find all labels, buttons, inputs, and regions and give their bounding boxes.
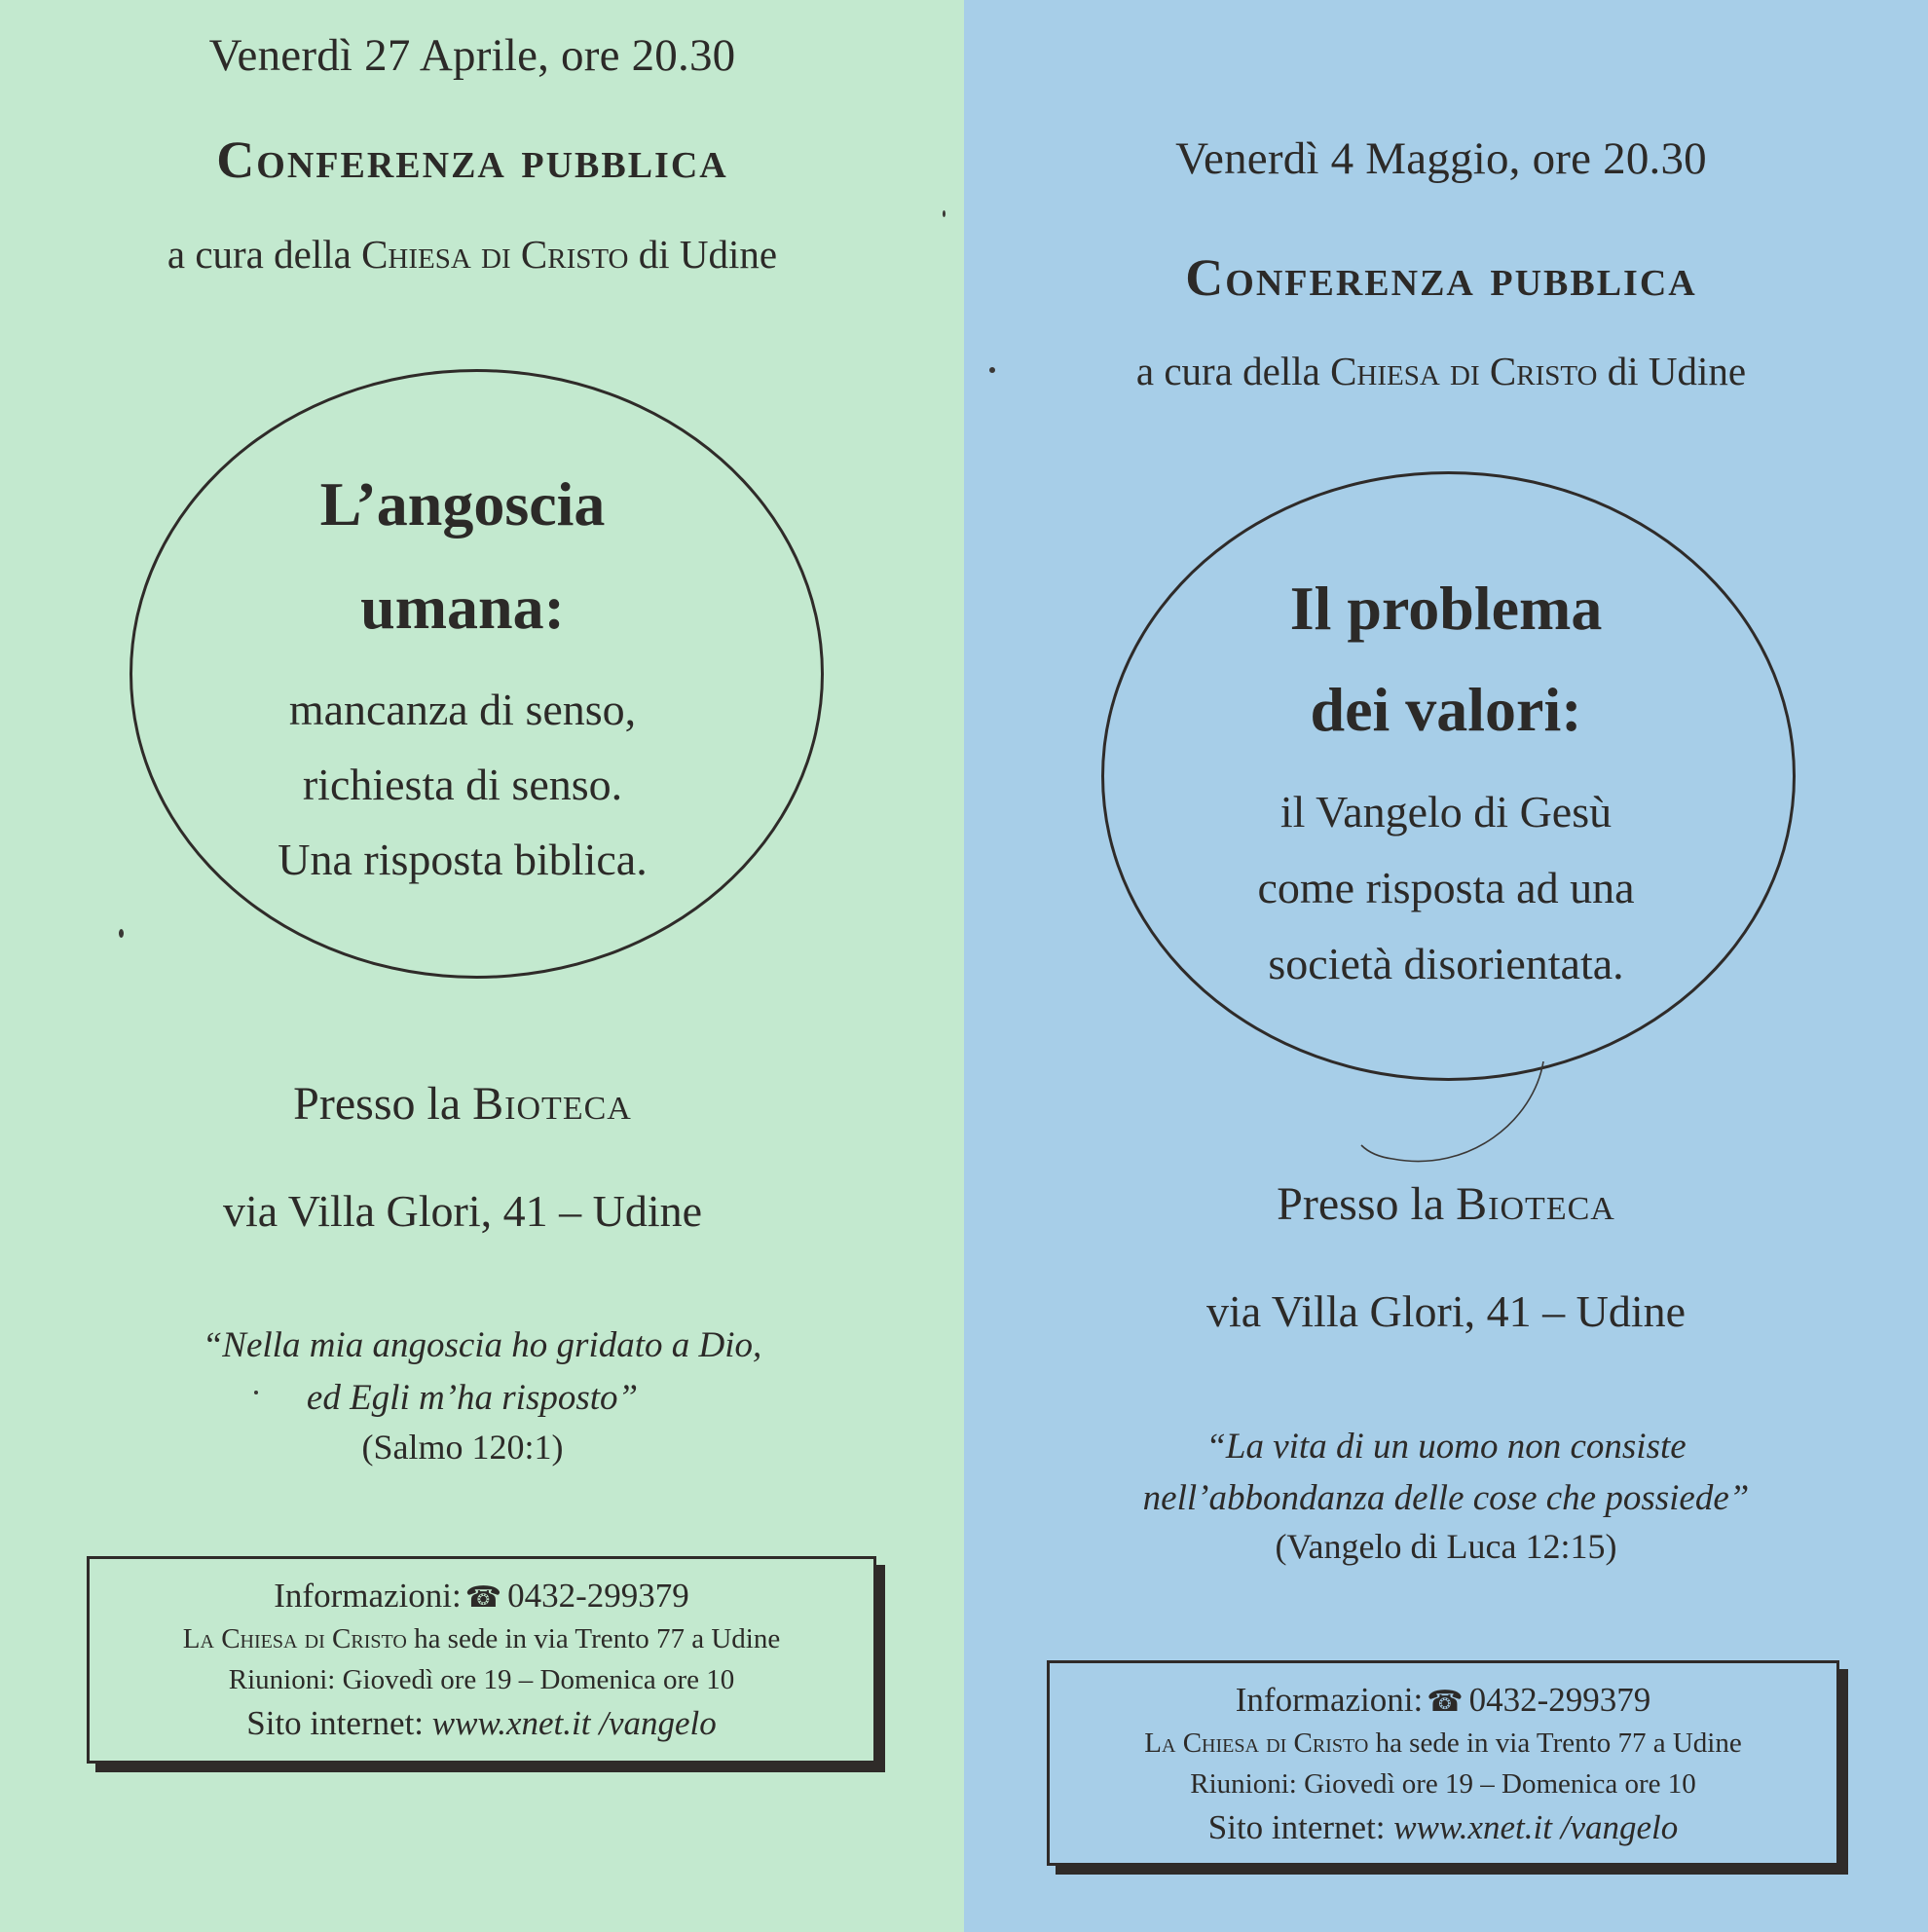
quote-line-1: “La vita di un uomo non consiste (1205, 1427, 1687, 1467)
info-seat-text: ha sede in via Trento 77 a Udine (1368, 1728, 1742, 1760)
topic-title-line-2: dei valori: (1310, 675, 1582, 744)
organizer-line (959, 348, 1923, 394)
info-site-label: Sito internet: (246, 1704, 432, 1743)
info-site-url: www.xnet.it /vangelo (1393, 1808, 1679, 1847)
topic-subtitle-line-3: Una risposta biblica. (278, 835, 648, 884)
topic-title-line-1: L’angoscia (319, 469, 606, 539)
topic-title-line-1: Il problema (1289, 574, 1603, 643)
quote-line-2: ed Egli m’ha risposto” (306, 1378, 639, 1418)
info-phone-line (1050, 1677, 1836, 1723)
topic-subtitle-line-3: società disorientata. (1268, 939, 1624, 988)
pen-scribble (1353, 1061, 1548, 1178)
info-site-line (1050, 1804, 1836, 1850)
phone-icon: ☎ (1427, 1686, 1464, 1718)
info-seat-text: ha sede in via Trento 77 a Udine (406, 1623, 781, 1655)
info-meetings: Riunioni: Giovedì ore 19 – Domenica ore 10 (1190, 1768, 1696, 1801)
info-phone: 0432-299379 (1468, 1681, 1651, 1719)
quote-reference: (Vangelo di Luca 12:15) (1275, 1527, 1617, 1566)
paper-speck (119, 929, 124, 938)
info-seat-church: La Chiesa di Cristo (1144, 1728, 1369, 1760)
venue-address: via Villa Glori, 41 – Udine (222, 1186, 703, 1236)
venue-line (964, 1177, 1928, 1231)
venue-prefix: Presso la (1277, 1178, 1457, 1230)
topic-subtitle-line-2: richiesta di senso. (302, 760, 623, 809)
topic-subtitle-line-2: come risposta ad una (1257, 863, 1635, 912)
organizer-line (0, 231, 954, 278)
quote-line-1: “Nella mia angoscia ho gridato a Dio, (202, 1325, 762, 1365)
topic-title-line-2: umana: (360, 573, 565, 642)
info-label: Informazioni: (274, 1577, 462, 1615)
info-seat-line (1050, 1723, 1836, 1764)
paper-speck (989, 367, 995, 373)
organizer-suffix: di Udine (1597, 349, 1747, 393)
info-meetings: Riunioni: Giovedì ore 19 – Domenica ore 10 (228, 1664, 735, 1696)
organizer-suffix: di Udine (628, 232, 778, 277)
flyer-blue (964, 0, 1928, 1932)
phone-icon: ☎ (464, 1581, 502, 1614)
event-date: Venerdì 27 Aprile, ore 20.30 (208, 30, 736, 81)
info-seat-line (90, 1618, 873, 1659)
paper-speck (943, 210, 945, 217)
info-box (1047, 1660, 1839, 1866)
venue-prefix: Presso la (293, 1078, 473, 1130)
quote-reference: (Salmo 120:1) (361, 1428, 564, 1467)
topic-subtitle-line-1: il Vangelo di Gesù (1279, 787, 1613, 836)
organizer-prefix: a cura della (1135, 349, 1331, 393)
venue-address: via Villa Glori, 41 – Udine (1205, 1286, 1687, 1336)
organizer-church: Chiesa di Cristo (361, 232, 629, 277)
topic-subtitle-line-1: mancanza di senso, (288, 685, 637, 734)
conference-title: Conferenza pubblica (216, 130, 728, 189)
conference-title: Conferenza pubblica (1185, 248, 1697, 307)
paper-speck (254, 1391, 258, 1394)
venue-name: Bioteca (1456, 1178, 1615, 1230)
info-seat-church: La Chiesa di Cristo (182, 1623, 407, 1655)
info-site-label: Sito internet: (1207, 1808, 1394, 1847)
info-phone: 0432-299379 (507, 1577, 689, 1615)
info-label: Informazioni: (1235, 1681, 1424, 1719)
info-phone-line (90, 1573, 873, 1618)
info-site-line (90, 1700, 873, 1746)
quote-line-2: nell’abbondanza delle cose che possiede” (1142, 1478, 1750, 1518)
organizer-church: Chiesa di Cristo (1330, 349, 1598, 393)
event-date: Venerdì 4 Maggio, ore 20.30 (1175, 133, 1707, 184)
venue-name: Bioteca (472, 1078, 632, 1130)
info-site-url: www.xnet.it /vangelo (431, 1704, 717, 1743)
organizer-prefix: a cura della (167, 232, 362, 277)
venue-line (0, 1077, 945, 1131)
info-box (87, 1556, 876, 1764)
